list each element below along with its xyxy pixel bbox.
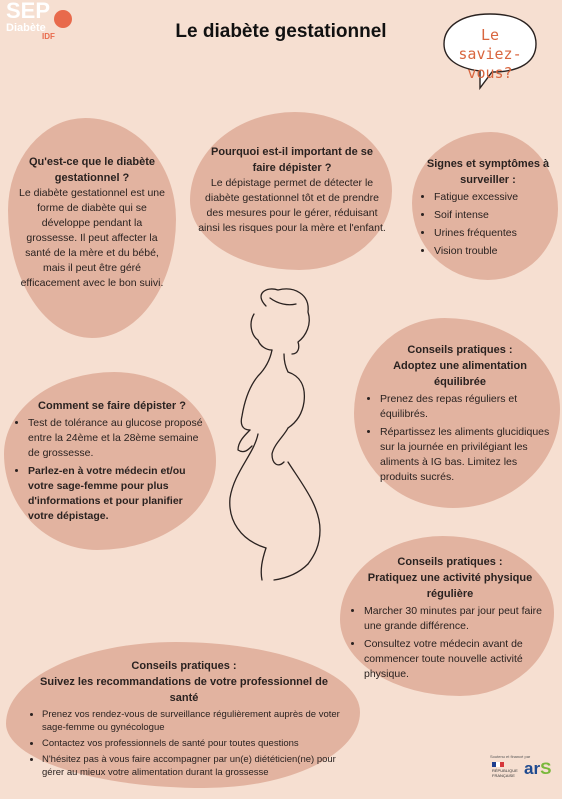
section-activity-heading1: Conseils pratiques :	[397, 556, 503, 568]
list-item: • Répartissez les aliments glucidiques sur la journée en privilégiant les aliments à IG bas. Limitez les produits sucrés.	[380, 425, 554, 485]
section-what	[16, 154, 168, 291]
section-why	[198, 144, 386, 236]
list-item: • Consultez votre médecin avant de commencer toute nouvelle activité physique.	[364, 637, 550, 682]
section-diet-heading1: Conseils pratiques :	[407, 344, 513, 356]
bubble-line-1: Le saviez-	[458, 26, 522, 63]
list-item: • Test de tolérance au glucose proposé entre la 24ème et la 28ème semaine de grossesse.	[28, 416, 210, 461]
speech-bubble	[440, 10, 540, 92]
section-what-body: Le diabète gestationnel est une forme de diabète qui se développe pendant la grossesse. Il peut affecter la santé de la mère et du bébé, mais il peut être géré efficacement avec le bon suivi.	[19, 187, 165, 289]
list-item: • Marcher 30 minutes par jour peut faire une grande différence.	[364, 604, 550, 634]
list-item: • N'hésitez pas à vous faire accompagner par un(e) diététicien(ne) pour gérer au mieux votre alimentation durant la grossesse	[42, 753, 340, 779]
ars-logo	[524, 760, 551, 778]
section-signs	[420, 156, 556, 262]
ars-logo-text: ar	[524, 759, 541, 778]
list-item: • Fatigue excessive	[434, 190, 556, 205]
section-activity	[350, 554, 550, 685]
list-item: • Vision trouble	[434, 244, 556, 259]
followup-list	[28, 708, 340, 779]
logo-diabete: Diabète	[6, 22, 46, 34]
section-followup	[28, 658, 340, 782]
page-title: Le diabète gestationnel	[175, 21, 387, 42]
section-why-body: Le dépistage permet de détecter le diabète gestationnel tôt et de prendre des mesures pour le gérer, réduisant ainsi les risques pour la mère et l'enfant.	[198, 177, 386, 234]
signs-list	[420, 190, 556, 259]
section-followup-heading2: Suivez les recommandations de votre professionnel de santé	[40, 676, 328, 704]
activity-list	[350, 604, 550, 682]
ars-logo-s: S	[540, 759, 552, 778]
section-activity-heading2: Pratiquez une activité physique régulière	[367, 572, 533, 600]
list-item: • Prenez des repas réguliers et équilibrés.	[380, 392, 554, 422]
section-screening-heading: Comment se faire dépister ?	[38, 400, 186, 412]
bubble-line-2: vous?	[467, 64, 513, 82]
section-diet-heading2: Adoptez une alimentation équilibrée	[393, 360, 527, 388]
republique-francaise-label: RÉPUBLIQUE FRANÇAISE	[492, 768, 518, 778]
list-item: • Urines fréquentes	[434, 226, 556, 241]
logo-sep: SEP	[6, 0, 51, 23]
diet-list	[366, 392, 554, 485]
french-flag-icon	[492, 762, 504, 767]
section-diet	[366, 342, 554, 488]
funding-label: Soutenu et financé par	[490, 754, 531, 759]
list-item: • Parlez-en à votre médecin et/ou votre sage-femme pour plus d'informations et pour planifier votre dépistage.	[28, 464, 210, 524]
section-signs-heading: Signes et symptômes à surveiller :	[426, 158, 550, 186]
list-item: • Prenez vos rendez-vous de surveillance régulièrement auprès de voter sage-femme ou gynécologue	[42, 708, 340, 734]
section-followup-heading1: Conseils pratiques :	[131, 660, 237, 672]
footer-logos	[488, 754, 560, 794]
section-screening	[14, 398, 210, 527]
screening-list	[14, 416, 210, 524]
pregnant-woman-illustration	[214, 284, 350, 582]
section-what-heading: Qu'est-ce que le diabète gestationnel ?	[28, 156, 156, 184]
section-why-heading: Pourquoi est-il important de se faire dépister ?	[211, 146, 373, 174]
list-item: • Contactez vos professionnels de santé pour toutes questions	[42, 737, 340, 750]
logo-idf: IDF	[42, 32, 55, 41]
list-item: • Soif intense	[434, 208, 556, 223]
